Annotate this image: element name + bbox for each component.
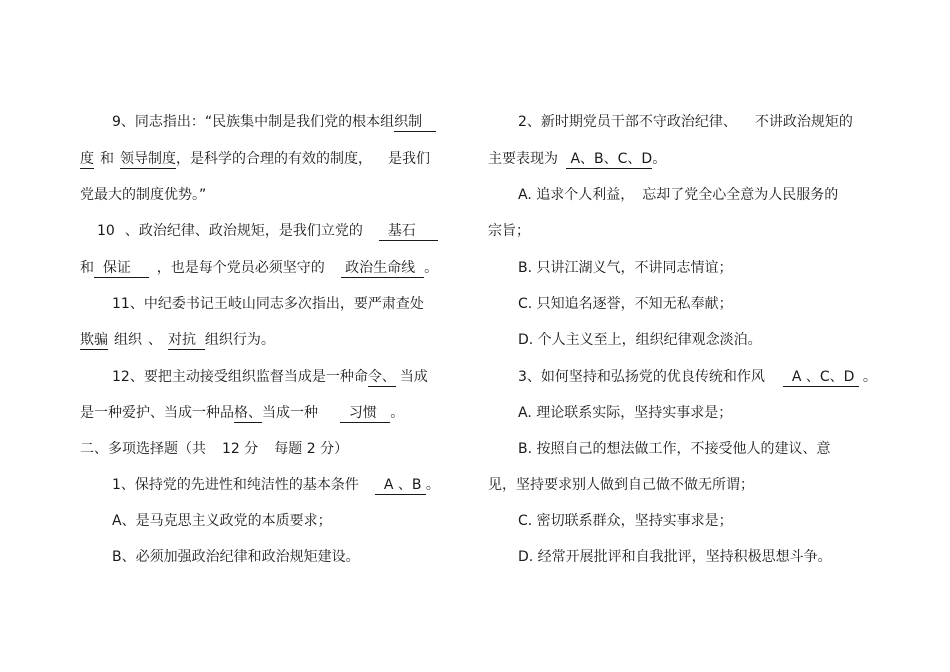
q12-blank1: 令、: [367, 369, 396, 385]
q9-line3: 党最大的制度优势。”: [80, 187, 207, 203]
mq1-option-b: B、必须加强政治纪律和政治规矩建设。: [112, 549, 360, 565]
mq3-option-a: A. 理论联系实际，坚持实事求是；: [518, 405, 733, 421]
mq2-option-a: A. 追求个人利益， 忘却了党全心全意为人民服务的: [518, 187, 839, 203]
mq1-option-a: A、是马克思主义政党的本质要求；: [112, 513, 332, 529]
q10-blank2: 保证: [94, 260, 149, 278]
q9-text: 9、同志指出：“民族集中制是我们党的根本组: [112, 114, 395, 130]
mq2-answer: A、B、C、D: [566, 151, 652, 169]
mq3-option-b: B. 按照自己的想法做工作，不接受他人的建议、意: [518, 441, 831, 457]
q12-line2: 是一种爱护、当成一种品格、当成一种 习惯 。: [80, 405, 405, 421]
mq3-option-c: C. 密切联系群众，坚持实事求是；: [518, 513, 733, 529]
q12-blank2: 格、: [234, 405, 262, 421]
q9-blank2: 领导制度: [120, 151, 176, 167]
q9-blank1: 织制: [394, 114, 435, 132]
q10-blank1: 基石: [379, 223, 438, 241]
mq3-option-d: D. 经常开展批评和自我批评，坚持积极思想斗争。: [518, 549, 832, 565]
q12-line1: 12、要把主动接受组织监督当成是一种命令、 当成: [112, 369, 428, 385]
q9-line1: [112, 113, 436, 131]
q11-blank2: 对抗: [168, 332, 205, 350]
mq2-option-b: B. 只讲江湖义气，不讲同志情谊；: [518, 260, 733, 276]
q10-line2: 和 保证 ，也是每个党员必须坚守的 政治生命线 。: [80, 260, 439, 276]
q11-blank1: 欺骗: [80, 332, 108, 348]
q11-line2: 欺骗 组织 、 对抗 组织行为。: [80, 332, 275, 348]
q10-blank3: 政治生命线: [341, 260, 424, 278]
mq2-line1: 2、新时期党员干部不守政治纪律、 不讲政治规矩的: [518, 114, 853, 130]
mq3-stem: 3、如何坚持和弘扬党的优良传统和作风 A 、C、D 。: [518, 369, 877, 385]
mq2-option-d: D. 个人主义至上，组织纪律观念淡泊。: [518, 332, 762, 348]
q12-blank3: 习惯: [340, 405, 390, 423]
mq2-option-c: C. 只知追名逐誉，不知无私奉献；: [518, 296, 733, 312]
section2-heading: 二、多项选择题（共 12 分 每题 2 分）: [80, 441, 349, 457]
mq2-option-a-cont: 宗旨；: [488, 223, 530, 239]
mq1-stem: 1、保持党的先进性和纯洁性的基本条件 A 、B 。: [112, 477, 440, 493]
mq2-line2: 主要表现为 A、B、C、D。: [488, 151, 667, 167]
q9-line2: 度 和 领导制度，是科学的合理的有效的制度， 是我们: [80, 151, 430, 167]
q10-line1: 10 、政治纪律、政治规矩，是我们立党的 基石: [97, 222, 438, 240]
q11-line1: 11、中纪委书记王岐山同志多次指出，要严肃查处: [112, 296, 424, 312]
mq3-option-b-cont: 见，坚持要求别人做到自己做不做无所谓；: [488, 477, 754, 493]
mq3-answer: A 、C、D: [783, 369, 859, 387]
q9-blank1-cont: 度: [80, 151, 94, 167]
mq1-answer: A 、B: [375, 477, 426, 495]
